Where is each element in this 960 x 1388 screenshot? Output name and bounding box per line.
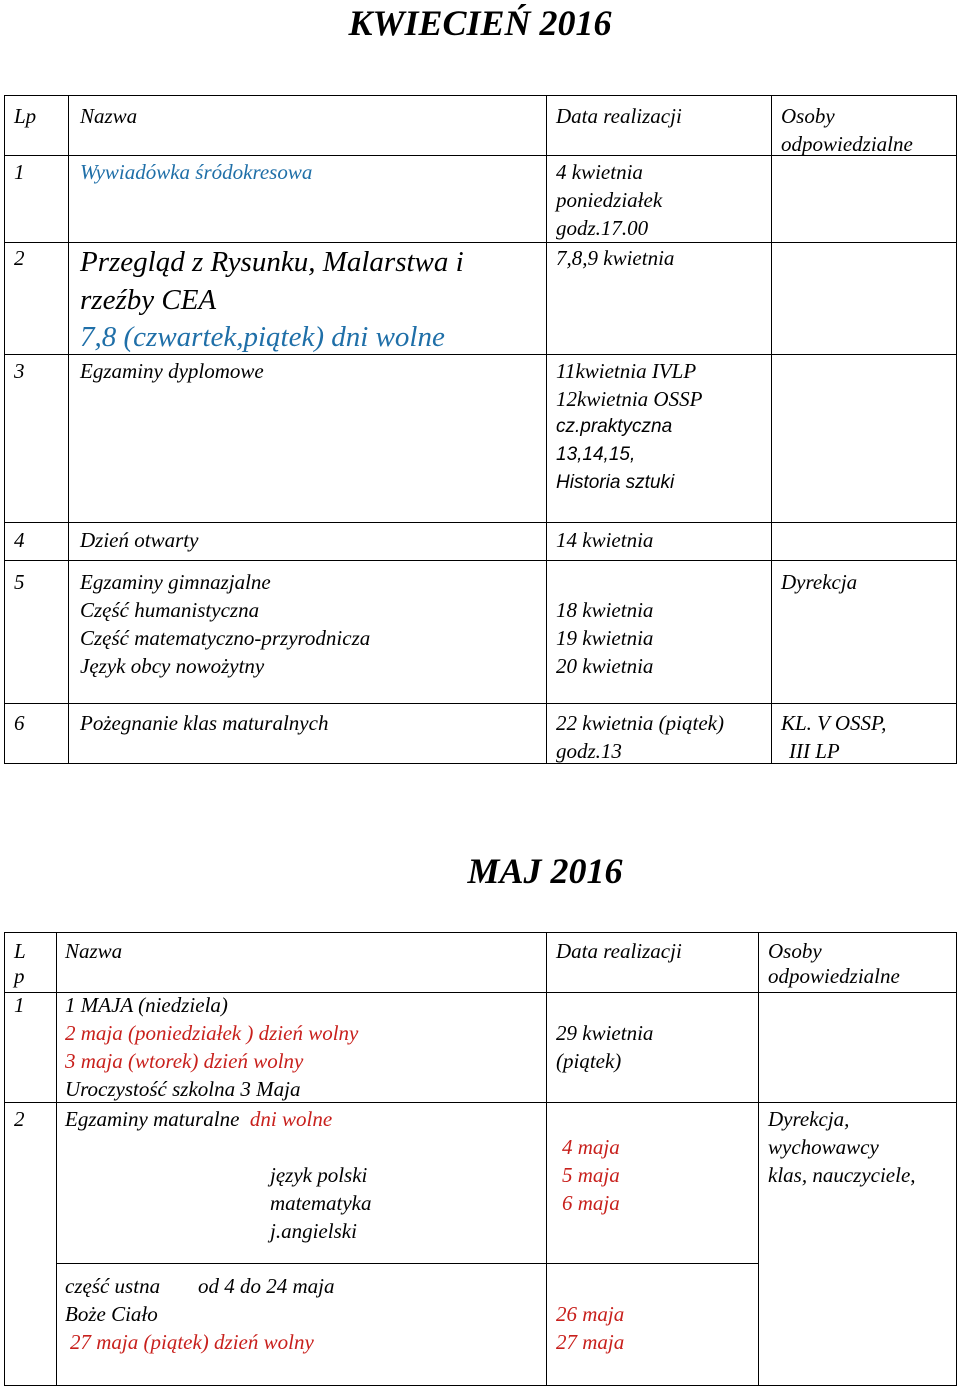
april-row3-date-4: 13,14,15, <box>556 444 636 465</box>
may-row2-persons-2: wychowawcy <box>768 1135 879 1159</box>
may-row1-date-2: (piątek) <box>556 1049 622 1073</box>
april-row3-date-1: 11kwietnia IVLP <box>556 359 697 383</box>
may-row2-date-4: 26 maja <box>556 1302 625 1326</box>
april-row5-date-2: 19 kwietnia <box>556 626 654 650</box>
april-row6-persons-2: III LP <box>789 739 840 763</box>
april-header-name: Nazwa <box>80 104 138 128</box>
may-row2-persons-1: Dyrekcja, <box>768 1107 850 1131</box>
april-row1-date-2: poniedziałek <box>556 188 663 212</box>
may-row2-sub-3: j.angielski <box>270 1219 357 1243</box>
april-row5-persons: Dyrekcja <box>781 570 858 594</box>
may-free-day: 27 maja (piątek) dzień wolny <box>70 1330 314 1354</box>
may-header-date: Data realizacji <box>556 939 682 963</box>
april-row3-date-5: Historia sztuki <box>556 472 675 493</box>
may-row1-date-1: 29 kwietnia <box>556 1021 654 1045</box>
may-header-lp-1: L <box>14 939 26 963</box>
april-row5-name-4: Język obcy nowożytny <box>80 654 265 678</box>
april-row1-date-3: godz.17.00 <box>556 216 649 240</box>
april-row6-persons-1: KL. V OSSP, <box>781 711 887 735</box>
april-header-lp: Lp <box>14 104 37 128</box>
april-row6-lp: 6 <box>14 711 25 735</box>
april-row5-lp: 5 <box>14 570 25 594</box>
april-row5-date-3: 20 kwietnia <box>556 654 654 678</box>
april-row2-name-2: rzeźby CEA <box>80 284 217 316</box>
may-title: MAJ 2016 <box>467 851 623 891</box>
may-header-persons-1: Osoby <box>768 939 822 963</box>
april-row6-date-1: 22 kwietnia (piątek) <box>556 711 724 735</box>
april-row1-date-1: 4 kwietnia <box>556 160 643 184</box>
april-row1-lp: 1 <box>14 160 25 184</box>
april-row3-lp: 3 <box>14 359 25 383</box>
may-row2-date-2: 5 maja <box>562 1163 620 1187</box>
april-row3-date-2: 12kwietnia OSSP <box>556 387 703 411</box>
may-row2-persons-3: klas, nauczyciele, <box>768 1163 916 1187</box>
may-corpus-christi: Boże Ciało <box>65 1302 158 1326</box>
may-oral-range: od 4 do 24 maja <box>198 1274 335 1298</box>
may-row1-name-2: 2 maja (poniedziałek ) dzień wolny <box>65 1021 359 1045</box>
may-row2-sub-1: język polski <box>270 1163 368 1187</box>
may-header-persons-2: odpowiedzialne <box>768 964 900 988</box>
april-row5-name-3: Część matematyczno-przyrodnicza <box>80 626 371 650</box>
may-row1-name-4: Uroczystość szkolna 3 Maja <box>65 1077 301 1101</box>
may-row1-name-1: 1 MAJA (niedziela) <box>65 993 228 1017</box>
may-row2-lp: 2 <box>14 1107 25 1131</box>
april-row5-name-1: Egzaminy gimnazjalne <box>80 570 271 594</box>
april-row3-date-3: cz.praktyczna <box>556 416 673 437</box>
may-oral-label: część ustna <box>65 1274 161 1298</box>
april-header-persons-1: Osoby <box>781 104 835 128</box>
april-row4-date: 14 kwietnia <box>556 528 654 552</box>
april-row1-name: Wywiadówka śródokresowa <box>80 160 313 184</box>
may-row1-lp: 1 <box>14 993 25 1017</box>
may-row2-sub-2: matematyka <box>270 1191 372 1215</box>
may-row2-date-5: 27 maja <box>556 1330 625 1354</box>
may-row1-name-3: 3 maja (wtorek) dzień wolny <box>65 1049 304 1073</box>
april-row2-lp: 2 <box>14 246 25 270</box>
april-header-date: Data realizacji <box>556 104 682 128</box>
may-header-name: Nazwa <box>65 939 123 963</box>
april-row3-name: Egzaminy dyplomowe <box>80 359 264 383</box>
april-row5-date-1: 18 kwietnia <box>556 598 654 622</box>
april-row4-lp: 4 <box>14 528 25 552</box>
april-row4-name: Dzień otwarty <box>80 528 199 552</box>
may-header-lp-2: p <box>14 964 25 988</box>
april-row2-name-1: Przegląd z Rysunku, Malarstwa i <box>80 246 464 278</box>
april-title: KWIECIEŃ 2016 <box>348 3 612 43</box>
may-row2-date-3: 6 maja <box>562 1191 620 1215</box>
april-header-persons-2: odpowiedzialne <box>781 132 913 156</box>
april-row2-date: 7,8,9 kwietnia <box>556 246 675 270</box>
may-row2-name <box>65 1105 332 1133</box>
may-row2-date-1: 4 maja <box>562 1135 620 1159</box>
may-row2-name-main: Egzaminy maturalne <box>65 1107 240 1131</box>
april-row5-name-2: Część humanistyczna <box>80 598 260 622</box>
april-row6-name: Pożegnanie klas maturalnych <box>80 711 329 735</box>
may-row2-name-free: dni wolne <box>249 1107 333 1131</box>
april-row2-name-3: 7,8 (czwartek,piątek) dni wolne <box>80 321 445 353</box>
april-row6-date-2: godz.13 <box>556 739 622 763</box>
